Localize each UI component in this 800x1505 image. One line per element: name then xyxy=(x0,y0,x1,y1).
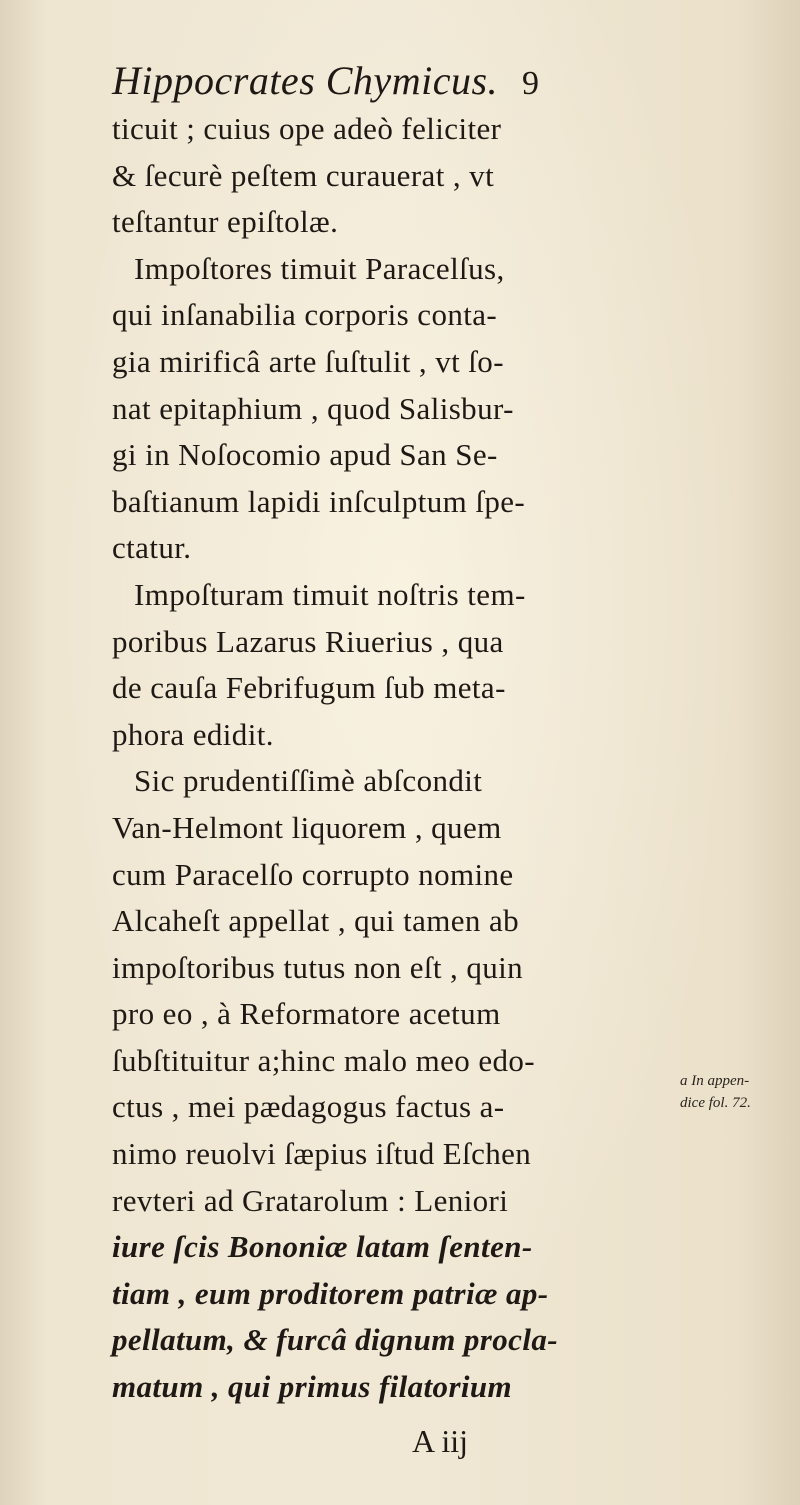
text-line: Alcaheſt appellat , qui tamen ab xyxy=(112,903,520,939)
text-line: gia mirificâ arte ſuſtulit , vt ſo- xyxy=(112,343,504,379)
text-line: ctatur. xyxy=(112,530,192,566)
text-line: teſtantur epiſtolæ. xyxy=(112,204,339,240)
text-line: gi in Noſocomio apud San Se- xyxy=(112,437,498,473)
body-text xyxy=(112,106,652,1411)
text-line: nat epitaphium , quod Salisbur- xyxy=(112,390,514,426)
text-line: ſubſtituitur a;hinc malo meo edo- xyxy=(112,1042,535,1078)
page-signature: A iij xyxy=(412,1423,469,1459)
text-line: poribus Lazarus Riuerius , qua xyxy=(112,623,504,659)
text-line: Sic prudentiſſimè abſcondit xyxy=(134,763,483,799)
text-line: revteri ad Gratarolum : Leniori xyxy=(112,1182,509,1218)
text-line: tiam , eum proditorem patriæ ap- xyxy=(112,1275,549,1311)
running-header xyxy=(112,56,632,106)
signature-mark: 9 xyxy=(522,65,540,102)
text-line: Impoſturam timuit noſtris tem- xyxy=(134,576,526,612)
text-line: & ſecurè peſtem curauerat , vt xyxy=(112,157,495,193)
running-title: Hippocrates Chymicus. xyxy=(112,58,499,103)
text-line: matum , qui primus filatorium xyxy=(112,1369,513,1405)
text-line: ctus , mei pædagogus factus a- xyxy=(112,1089,505,1125)
text-line: cum Paracelſo corrupto nomine xyxy=(112,856,514,892)
margin-note xyxy=(680,1070,792,1114)
text-line: phora edidit. xyxy=(112,716,274,752)
text-line: iure ſcis Bononiæ latam ſenten- xyxy=(112,1229,533,1265)
text-line: pellatum, & furcâ dignum procla- xyxy=(112,1322,558,1358)
margin-note-line: a In appen- xyxy=(680,1073,750,1089)
text-line: de cauſa Febrifugum ſub meta- xyxy=(112,670,506,706)
text-line: Van-Helmont liquorem , quem xyxy=(112,809,502,845)
text-line: impoſtoribus tutus non eſt , quin xyxy=(112,949,524,985)
text-line: nimo reuolvi ſæpius iſtud Eſchen xyxy=(112,1136,532,1172)
text-line: ticuit ; cuius ope adeò feliciter xyxy=(112,111,502,146)
text-line: qui inſanabilia corporis conta- xyxy=(112,297,498,333)
text-line: Impoſtores timuit Paracelſus, xyxy=(134,250,505,286)
margin-note-line: dice fol. 72. xyxy=(680,1095,751,1111)
text-line: baſtianum lapidi inſculptum ſpe- xyxy=(112,483,526,519)
text-line: pro eo , à Reformatore acetum xyxy=(112,996,501,1032)
